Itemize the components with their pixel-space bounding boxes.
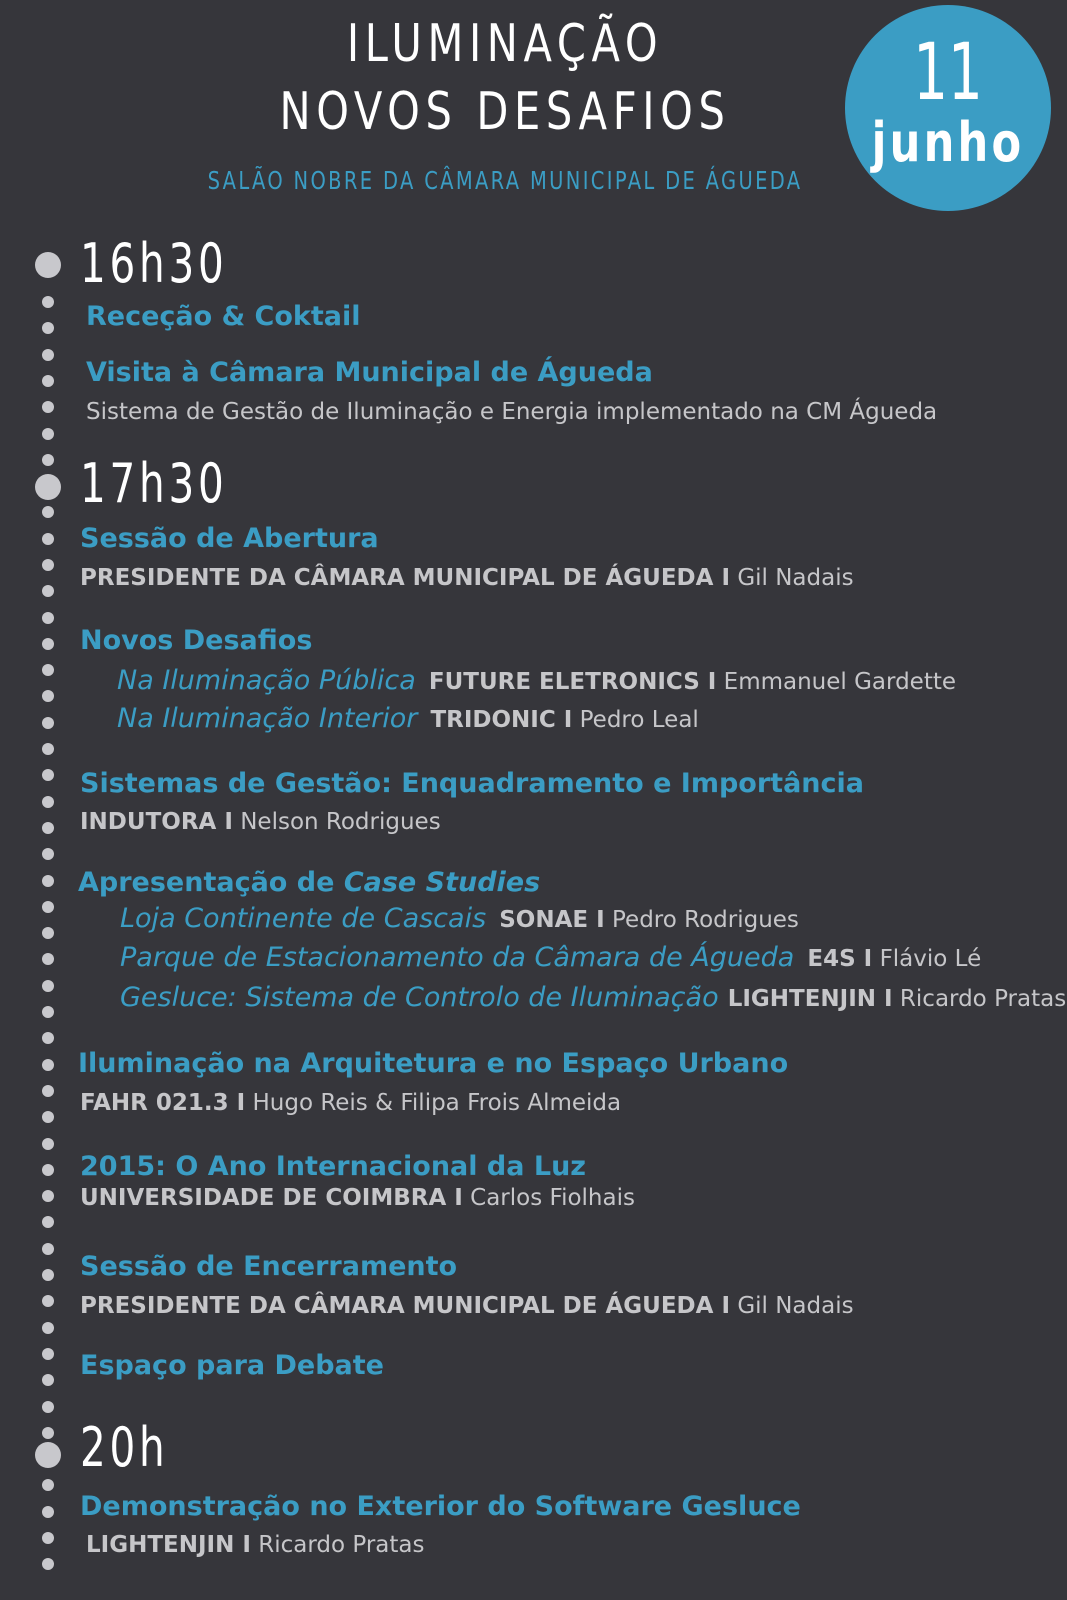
timeline-dot (42, 1138, 54, 1150)
agenda-item-sistemas-gestao: Sistemas de Gestão: Enquadramento e Importância (80, 768, 865, 799)
timeline-dot (42, 1216, 54, 1228)
timeline-dot (42, 375, 54, 387)
timeline-dot (42, 953, 54, 965)
agenda-item-visita: Visita à Câmara Municipal de Águeda (86, 357, 653, 388)
time-20h: 20h (80, 1416, 169, 1479)
agenda-item-encerramento: Sessão de Encerramento (80, 1251, 458, 1282)
speaker-demonstracao: LIGHTENJIN I Ricardo Pratas (86, 1532, 425, 1558)
timeline-dot (42, 1164, 54, 1176)
timeline-dot (42, 743, 54, 755)
timeline-node (35, 252, 61, 278)
timeline-dot (42, 1401, 54, 1413)
event-title-line2: NOVOS DESAFIOS (279, 82, 731, 142)
timeline-dot (42, 1427, 54, 1439)
subitem-case-parque: Parque de Estacionamento da Câmara de Águeda E4S I Flávio Lé (120, 942, 982, 973)
timeline-dot (42, 533, 54, 545)
agenda-item-debate: Espaço para Debate (80, 1350, 384, 1381)
timeline-dot (42, 901, 54, 913)
timeline-dot (42, 1190, 54, 1202)
timeline-dot (42, 322, 54, 334)
timeline-node (35, 474, 61, 500)
timeline-dot (42, 1322, 54, 1334)
timeline-dot (42, 1243, 54, 1255)
timeline-dot (42, 1085, 54, 1097)
timeline-dot (42, 585, 54, 597)
timeline-dot (42, 1295, 54, 1307)
agenda-item-case-studies: Apresentação de Case Studies (78, 867, 541, 898)
timeline-dot (42, 454, 54, 466)
timeline-dot (42, 690, 54, 702)
timeline-dot (42, 1506, 54, 1518)
timeline-dot (42, 401, 54, 413)
agenda-item-visita-desc: Sistema de Gestão de Iluminação e Energia implementado na CM Águeda (86, 399, 938, 425)
timeline-dot (42, 1348, 54, 1360)
timeline-dot (42, 1269, 54, 1281)
speaker-arquitetura: FAHR 021.3 I Hugo Reis & Filipa Frois Almeida (80, 1090, 622, 1116)
timeline-dot (42, 822, 54, 834)
timeline-dot (42, 1111, 54, 1123)
timeline-dot (42, 717, 54, 729)
timeline-dot (42, 559, 54, 571)
agenda-item-arquitetura: Iluminação na Arquitetura e no Espaço Urbano (78, 1048, 789, 1079)
speaker-abertura: PRESIDENTE DA CÂMARA MUNICIPAL DE ÁGUEDA I Gil Nadais (80, 565, 854, 591)
timeline-dot (42, 506, 54, 518)
date-day: 11 (913, 28, 983, 118)
speaker-encerramento: PRESIDENTE DA CÂMARA MUNICIPAL DE ÁGUEDA I Gil Nadais (80, 1293, 854, 1319)
timeline-dot (42, 296, 54, 308)
timeline-dot (42, 796, 54, 808)
timeline-dot (42, 349, 54, 361)
timeline-dot (42, 848, 54, 860)
timeline-dot (42, 875, 54, 887)
timeline-dot (42, 1558, 54, 1570)
agenda-item-novos-desafios: Novos Desafios (80, 625, 313, 656)
timeline-dot (42, 428, 54, 440)
time-1730: 17h30 (80, 452, 228, 515)
timeline-dot (42, 1374, 54, 1386)
time-1630: 16h30 (80, 232, 228, 295)
subitem-iluminacao-publica: Na Iluminação Pública FUTURE ELETRONICS I Emmanuel Gardette (117, 665, 957, 696)
agenda-item-demonstracao: Demonstração no Exterior do Software Gesluce (80, 1491, 801, 1522)
timeline-dot (42, 769, 54, 781)
speaker-ano-luz: UNIVERSIDADE DE COIMBRA I Carlos Fiolhais (80, 1185, 635, 1211)
agenda-item-abertura: Sessão de Abertura (80, 523, 379, 554)
timeline-dot (42, 1532, 54, 1544)
timeline-dot (42, 638, 54, 650)
timeline-dot (42, 1032, 54, 1044)
subitem-iluminacao-interior: Na Iluminação Interior TRIDONIC I Pedro Leal (117, 703, 699, 734)
timeline-node (35, 1442, 61, 1468)
timeline-dot (42, 664, 54, 676)
timeline-dot (42, 1059, 54, 1071)
timeline-dot (42, 612, 54, 624)
subitem-case-continente: Loja Continente de Cascais SONAE I Pedro Rodrigues (120, 903, 799, 934)
speaker-gestao: INDUTORA I Nelson Rodrigues (80, 809, 441, 835)
agenda-item-ano-luz: 2015: O Ano Internacional da Luz (80, 1151, 586, 1182)
venue: SALÃO NOBRE DA CÂMARA MUNICIPAL DE ÁGUEDA (207, 166, 803, 195)
timeline-dot (42, 1006, 54, 1018)
agenda-item-rececao: Receção & Coktail (86, 301, 361, 332)
date-badge (845, 5, 1051, 211)
timeline-dot (42, 980, 54, 992)
event-title-line1: ILUMINAÇÃO (346, 14, 664, 74)
date-month: junho (871, 111, 1025, 174)
subitem-case-gesluce: Gesluce: Sistema de Controlo de Iluminação LIGHTENJIN I Ricardo Pratas (120, 982, 1067, 1013)
timeline-dot (42, 1479, 54, 1491)
timeline-dot (42, 927, 54, 939)
